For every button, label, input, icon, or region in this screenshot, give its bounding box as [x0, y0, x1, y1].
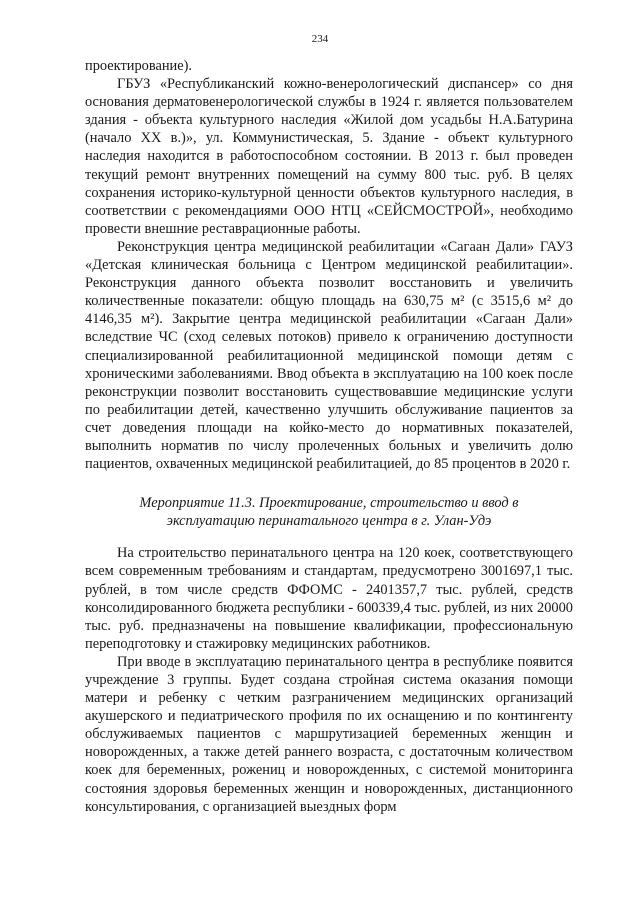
page-number: 234 — [311, 33, 329, 45]
paragraph-dermatology-dispensary: ГБУЗ «Республиканский кожно-венерологический диспансер» со дня основания дерматовенерологической службы в 1924 г. является пользователем здания - объекта культурного наследия «Жилой дом усадьбы Н.А.Батурина (начало XX в.)», ул. Коммунистическая, 5. Здание - объект культурного наследия находится в работоспособном состоянии. В 2013 г. был проведен текущий ремонт внутренних помещений на сумму 800 тыс. руб. В целях сохранения историко-культурной ценности объектов культурного наследия, в соответствии с рекомендациями ООО НТЦ «СЕЙСМОСТРОЙ», необходимо провести внешние реставрационные работы. — [85, 76, 573, 237]
paragraph-continuation: проектирование). — [85, 58, 193, 74]
page-body — [85, 57, 573, 816]
section-heading: Мероприятие 11.3. Проектирование, строительство и ввод в эксплуатацию перинатального центра в г. Улан-Удэ — [139, 495, 519, 530]
paragraph-perinatal-system: При вводе в эксплуатацию перинатального центра в республике появится учреждение 3 группы. Будет создана стройная система оказания помощи матери и ребенку с четким разграничением медицинских организаций акушерского и педиатрического профиля по их оснащению и по контингенту обслуживаемых пациентов с маршрутизацией беременных женщин и новорожденных, а также детей раннего возраста, с достаточным количеством коек для беременных, рожениц и новорожденных, с системой мониторинга состояния здоровья беременных женщин и новорожденных, дистанционного консультирования, с организацией выездных форм — [85, 653, 573, 815]
paragraph-sagaan-dali-reconstruction: Реконструкция центра медицинской реабилитации «Сагаан Дали» ГАУЗ «Детская клиническая больница с Центром медицинской реабилитации». Реконструкция данного объекта позволит восстановить и увеличить количественные показатели: общую площадь на 630,75 м² (с 3515,6 м² до 4146,35 м²). Закрытие центра медицинской реабилитации «Сагаан Дали» вследствие ЧС (сход селевых потоков) привело к ограничению доступности специализированной реабилитационной медицинской помощи детям с хроническими заболеваниями. Ввод объекта в эксплуатацию на 100 коек после реконструкции позволит восстановить существовавшие медицинские услуги по реабилитации детей, качественно улучшить обслуживание пациентов за счет доведения площади на койко-место до нормативных показателей, выполнить норматив по числу пролеченных больных и увеличить долю пациентов, охваченных медицинской реабилитацией, до 85 процентов в 2020 г. — [85, 238, 573, 473]
paragraph-perinatal-funding: На строительство перинатального центра на 120 коек, соответствующего всем современным требованиям и стандартам, предусмотрено 3001697,1 тыс. рублей, в том числе средств ФФОМС - 2401357,7 тыс. рублей, средств консолидированного бюджета республики - 600339,4 тыс. рублей, из них 20000 тыс. руб. предназначены на повышение квалификации, профессиональную переподготовку и стажировку медицинских работников. — [85, 545, 573, 652]
